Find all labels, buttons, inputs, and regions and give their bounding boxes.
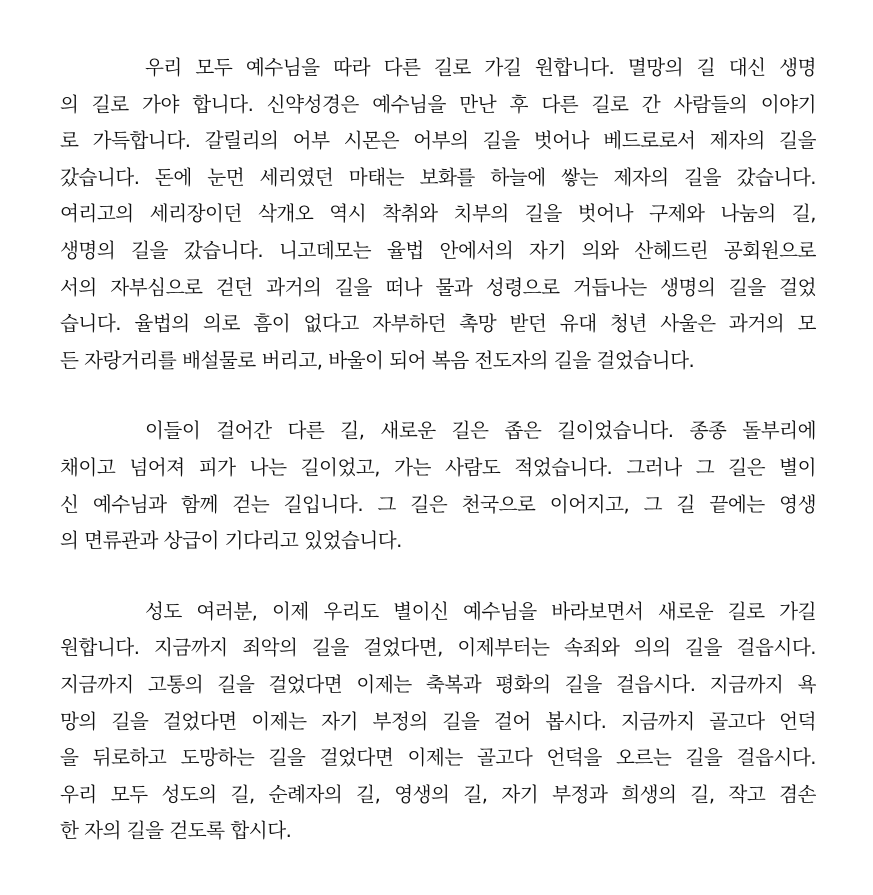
text-line: 망의 길을 걸었다면 이제는 자기 부정의 길을 걸어 봅시다. 지금까지 골고다 언덕 [60, 709, 816, 733]
text-line: 의 면류관과 상급이 기다리고 있었습니다. [60, 529, 402, 553]
paragraph-3 [60, 594, 816, 850]
text-line: 우리 모두 성도의 길, 순례자의 길, 영생의 길, 자기 부정과 희생의 길, 작고 겸손 [60, 782, 816, 806]
text-line: 지금까지 고통의 길을 걸었다면 이제는 축복과 평화의 길을 걸읍시다. 지금까지 욕 [60, 672, 816, 696]
paragraph-1 [60, 50, 816, 379]
text-line: 신 예수님과 함께 걷는 길입니다. 그 길은 천국으로 이어지고, 그 길 끝에는 영생 [60, 492, 816, 516]
text-line: 습니다. 율법의 의로 흠이 없다고 자부하던 촉망 받던 유대 청년 사울은 과거의 모 [60, 312, 816, 336]
text-line: 한 자의 길을 걷도록 합시다. [60, 819, 292, 843]
text-line: 성도 여러분, 이제 우리도 별이신 예수님을 바라보면서 새로운 길로 가길 [145, 599, 816, 623]
text-line: 서의 자부심으로 걷던 과거의 길을 떠나 물과 성령으로 거듭나는 생명의 길을 걸었 [60, 275, 816, 299]
document-body [60, 50, 816, 884]
text-line: 로 가득합니다. 갈릴리의 어부 시몬은 어부의 길을 벗어나 베드로로서 제자의 길을 [60, 129, 816, 153]
text-line: 여리고의 세리장이던 삭개오 역시 착취와 치부의 길을 벗어나 구제와 나눔의 길, [60, 202, 816, 226]
paragraph-2 [60, 413, 816, 559]
text-line: 채이고 넘어져 피가 나는 길이었고, 가는 사람도 적었습니다. 그러나 그 길은 별이 [60, 455, 816, 479]
text-line: 을 뒤로하고 도망하는 길을 걸었다면 이제는 골고다 언덕을 오르는 길을 걸읍시다. [60, 746, 816, 770]
text-line: 의 길로 가야 합니다. 신약성경은 예수님을 만난 후 다른 길로 간 사람들의 이야기 [60, 92, 816, 116]
text-line: 갔습니다. 돈에 눈먼 세리였던 마태는 보화를 하늘에 쌓는 제자의 길을 갔습니다. [60, 165, 816, 189]
text-line: 우리 모두 예수님을 따라 다른 길로 가길 원합니다. 멸망의 길 대신 생명 [145, 56, 816, 79]
text-line: 든 자랑거리를 배설물로 버리고, 바울이 되어 복음 전도자의 길을 걸었습니다. [60, 348, 695, 372]
text-line: 이들이 걸어간 다른 길, 새로운 길은 좁은 길이었습니다. 종종 돌부리에 [145, 419, 816, 443]
text-line: 생명의 길을 갔습니다. 니고데모는 율법 안에서의 자기 의와 산헤드린 공회원으로 [60, 238, 816, 262]
text-line: 원합니다. 지금까지 죄악의 길을 걸었다면, 이제부터는 속죄와 의의 길을 걸읍시다. [60, 636, 816, 660]
